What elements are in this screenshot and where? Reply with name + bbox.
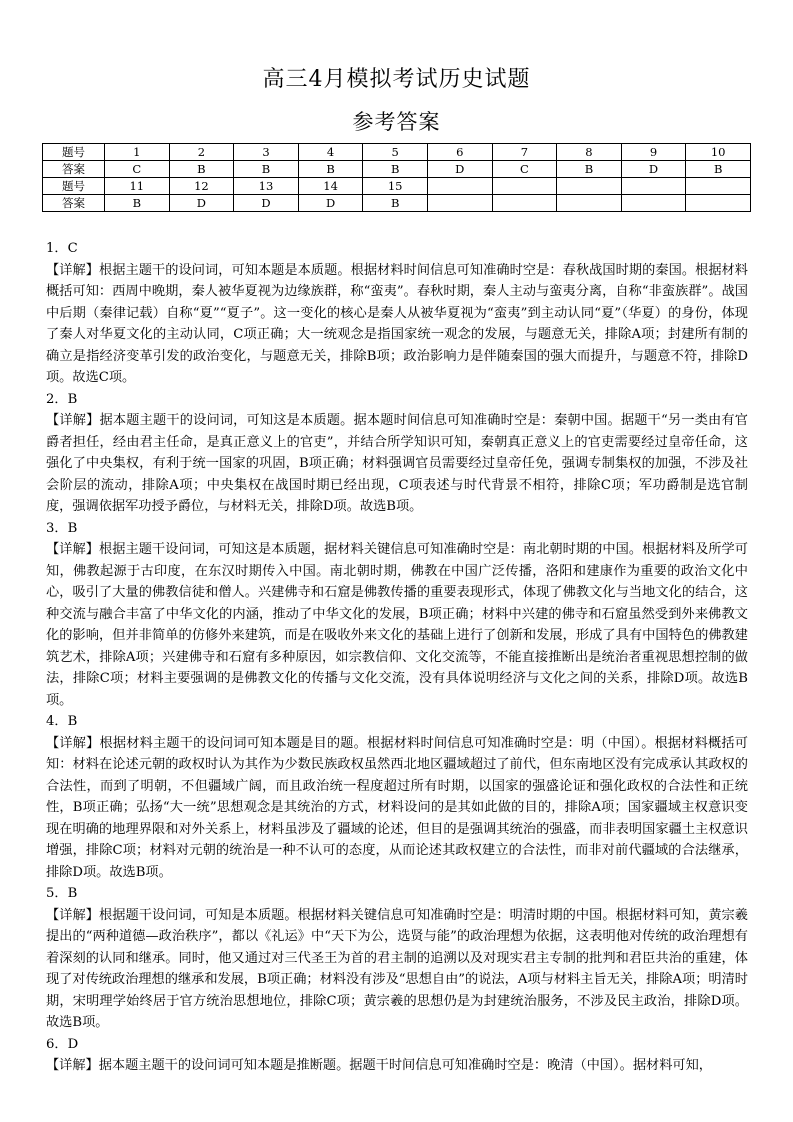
page-subtitle: 参考答案 [352, 110, 441, 134]
table-cell [621, 195, 686, 212]
explanation-text: 【详解】根据主题干的设问词，可知本题是本质题。根据材料时间信息可知准确时空是：春秋战国时期的秦国。根据材料概括可知：西周中晚期，秦人被华夏视为边缘族群，称“蛮夷”。春秋时期，秦人主动与蛮夷分离，自称“非蛮族群”。战国中后期（秦律记载）自称“夏”“夏子”。这一变化的核心是秦人从被华夏视为“蛮夷”到主动认同“夏”（华夏）的身份，体现了秦人对华夏文化的主动认同，C项正确；大一统观念是指国家统一观念的发展，与题意无关，排除A项；封建所有制的确立是指经济变革引发的政治变化，与题意无关，排除B项；政治影响力是伴随秦国的强大而提升，与题意不符，排除D项。故选C项。 [46, 262, 748, 385]
table-cell: D [427, 161, 492, 178]
table-cell: 12 [169, 178, 234, 195]
question-number: 2．B [46, 391, 78, 407]
question-number: 1．C [46, 241, 78, 256]
explanation-text: 【详解】据本题主题干的设问词可知本题是推断题。据题干时间信息可知准确时空是：晚清（中国）。据材料可知， [46, 1058, 712, 1073]
explanation-text: 【详解】据本题主题干的设问词，可知这是本质题。据本题时间信息可知准确时空是：秦朝中国。据题干“另一类由有官爵者担任，经由君主任命，是真正意义上的官吏”，并结合所学知识可知，秦朝真正意义上的官吏需要经过皇帝任命，这强化了中央集权，有利于统一国家的巩固，B项正确；材料强调官员需要经过皇帝任免，强调专制集权的加强，不涉及社会阶层的流动，排除A项；中央集权在战国时期已经出现，C项表述与时代背景不相符，排除C项；军功爵制是选官制度，强调依据军功授予爵位，与材料无关，排除D项。故选B项。 [46, 413, 748, 514]
question-number: 5．B [46, 886, 78, 901]
table-row [43, 195, 751, 212]
table-cell: B [169, 161, 234, 178]
table-cell: 5 [363, 144, 428, 161]
table-cell: B [105, 195, 170, 212]
question-number: 4．B [46, 714, 78, 729]
table-cell: 14 [298, 178, 363, 195]
table-cell: D [234, 195, 299, 212]
table-cell [492, 178, 557, 195]
table-cell: B [557, 161, 622, 178]
table-cell: 15 [363, 178, 428, 195]
explanation-text: 【详解】根据主题干设问词，可知这是本质题，据材料关键信息可知准确时空是：南北朝时期的中国。根据材料及所学可知，佛教起源于古印度，在东汉时期传入中国。南北朝时期，佛教在中国广泛传播，洛阳和建康作为重要的政治文化中心，吸引了大量的佛教信徒和僧人。兴建佛寺和石窟是佛教传播的重要表现形式，体现了佛教文化与当地文化的结合，这种交流与融合丰富了中华文化的内涵，推动了中华文化的发展，B项正确；材料中兴建的佛寺和石窟虽然受到外来佛教文化的影响，但并非简单的仿修外来建筑，而是在吸收外来文化的基础上进行了创新和发展，形成了具有中国特色的佛教建筑艺术，排除A项；兴建佛寺和石窟有多种原因，如宗教信仰、文化交流等，不能直接推断出是统治者重视思想控制的做法，排除C项；材料主要强调的是佛教文化的传播与文化交流，没有具体说明经济与文化之间的关系，排除D项。故选B项。 [46, 542, 748, 708]
table-cell [686, 178, 751, 195]
table-cell: B [686, 161, 751, 178]
row-label: 题号 [43, 144, 105, 161]
explanations-section [46, 238, 748, 1077]
table-cell: 6 [427, 144, 492, 161]
row-label: 答案 [43, 195, 105, 212]
table-row [43, 144, 751, 161]
table-cell: B [363, 161, 428, 178]
table-cell: 2 [169, 144, 234, 161]
table-cell: 4 [298, 144, 363, 161]
table-cell: D [169, 195, 234, 212]
table-cell: 3 [234, 144, 299, 161]
table-cell: B [234, 161, 299, 178]
row-label: 答案 [43, 161, 105, 178]
table-cell [557, 178, 622, 195]
table-cell [492, 195, 557, 212]
page-title: 高三4月模拟考试历史试题 [262, 67, 531, 92]
table-cell: D [621, 161, 686, 178]
table-cell: 13 [234, 178, 299, 195]
table-row [43, 178, 751, 195]
table-cell [427, 195, 492, 212]
table-cell: 8 [557, 144, 622, 161]
table-cell: 9 [621, 144, 686, 161]
table-cell [427, 178, 492, 195]
table-cell [557, 195, 622, 212]
explanation-text: 【详解】根据题干设问词，可知是本质题。根据材料关键信息可知准确时空是：明清时期的中国。根据材料可知，黄宗羲提出的“两种道德—政治秩序”，都以《礼运》中“天下为公，选贤与能”的政治理想为依据，这表明他对传统的政治理想有着深刻的认同和继承。同时，他又通过对三代圣王为首的君主制的追溯以及对现实君主专制的批判和君臣共治的重建，体现了对传统政治理想的继承和发展，B项正确；材料没有涉及“思想自由”的说法，A项与材料主旨无关，排除A项；明清时期，宋明理学始终居于官方统治思想地位，排除C项；黄宗羲的思想仍是为封建统治服务，不涉及民主政治，排除D项。故选B项。 [46, 907, 748, 1030]
table-cell: B [298, 161, 363, 178]
question-number: 6．D [46, 1036, 79, 1052]
table-cell: 7 [492, 144, 557, 161]
table-row [43, 161, 751, 178]
table-cell: 11 [105, 178, 170, 195]
table-cell: 1 [105, 144, 170, 161]
table-cell: D [298, 195, 363, 212]
table-cell: C [105, 161, 170, 178]
table-cell: 10 [686, 144, 751, 161]
explanation-text: 【详解】根据材料主题干的设问词可知本题是目的题。根据材料时间信息可知准确时空是：明（中国）。根据材料概括可知：材料在论述元朝的政权时认为其作为少数民族政权虽然西北地区疆域超过了前代，但东南地区没有完成承认其政权的合法性，而到了明朝，不但疆域广阔，而且政治统一程度超过所有时期，以国家的强盛论证和强化政权的合法性和正统性，B项正确；弘扬“大一统”思想观念是其统治的方式，材料设问的是其如此做的目的，排除A项；国家疆域主权意识变现在明确的地理界限和对外关系上，材料虽涉及了疆域的论述，但目的是强调其统治的强盛，而非表明国家疆土主权意识增强，排除C项；材料对元朝的统治是一种不认可的态度，从而论述其政权建立的合法性，而非对前代疆域的合法继承，排除D项。故选B项。 [46, 735, 748, 880]
table-cell: B [363, 195, 428, 212]
table-cell [621, 178, 686, 195]
row-label: 题号 [43, 178, 105, 195]
table-cell [686, 195, 751, 212]
question-number: 3．B [46, 520, 78, 536]
answer-table [42, 143, 751, 212]
table-cell: C [492, 161, 557, 178]
